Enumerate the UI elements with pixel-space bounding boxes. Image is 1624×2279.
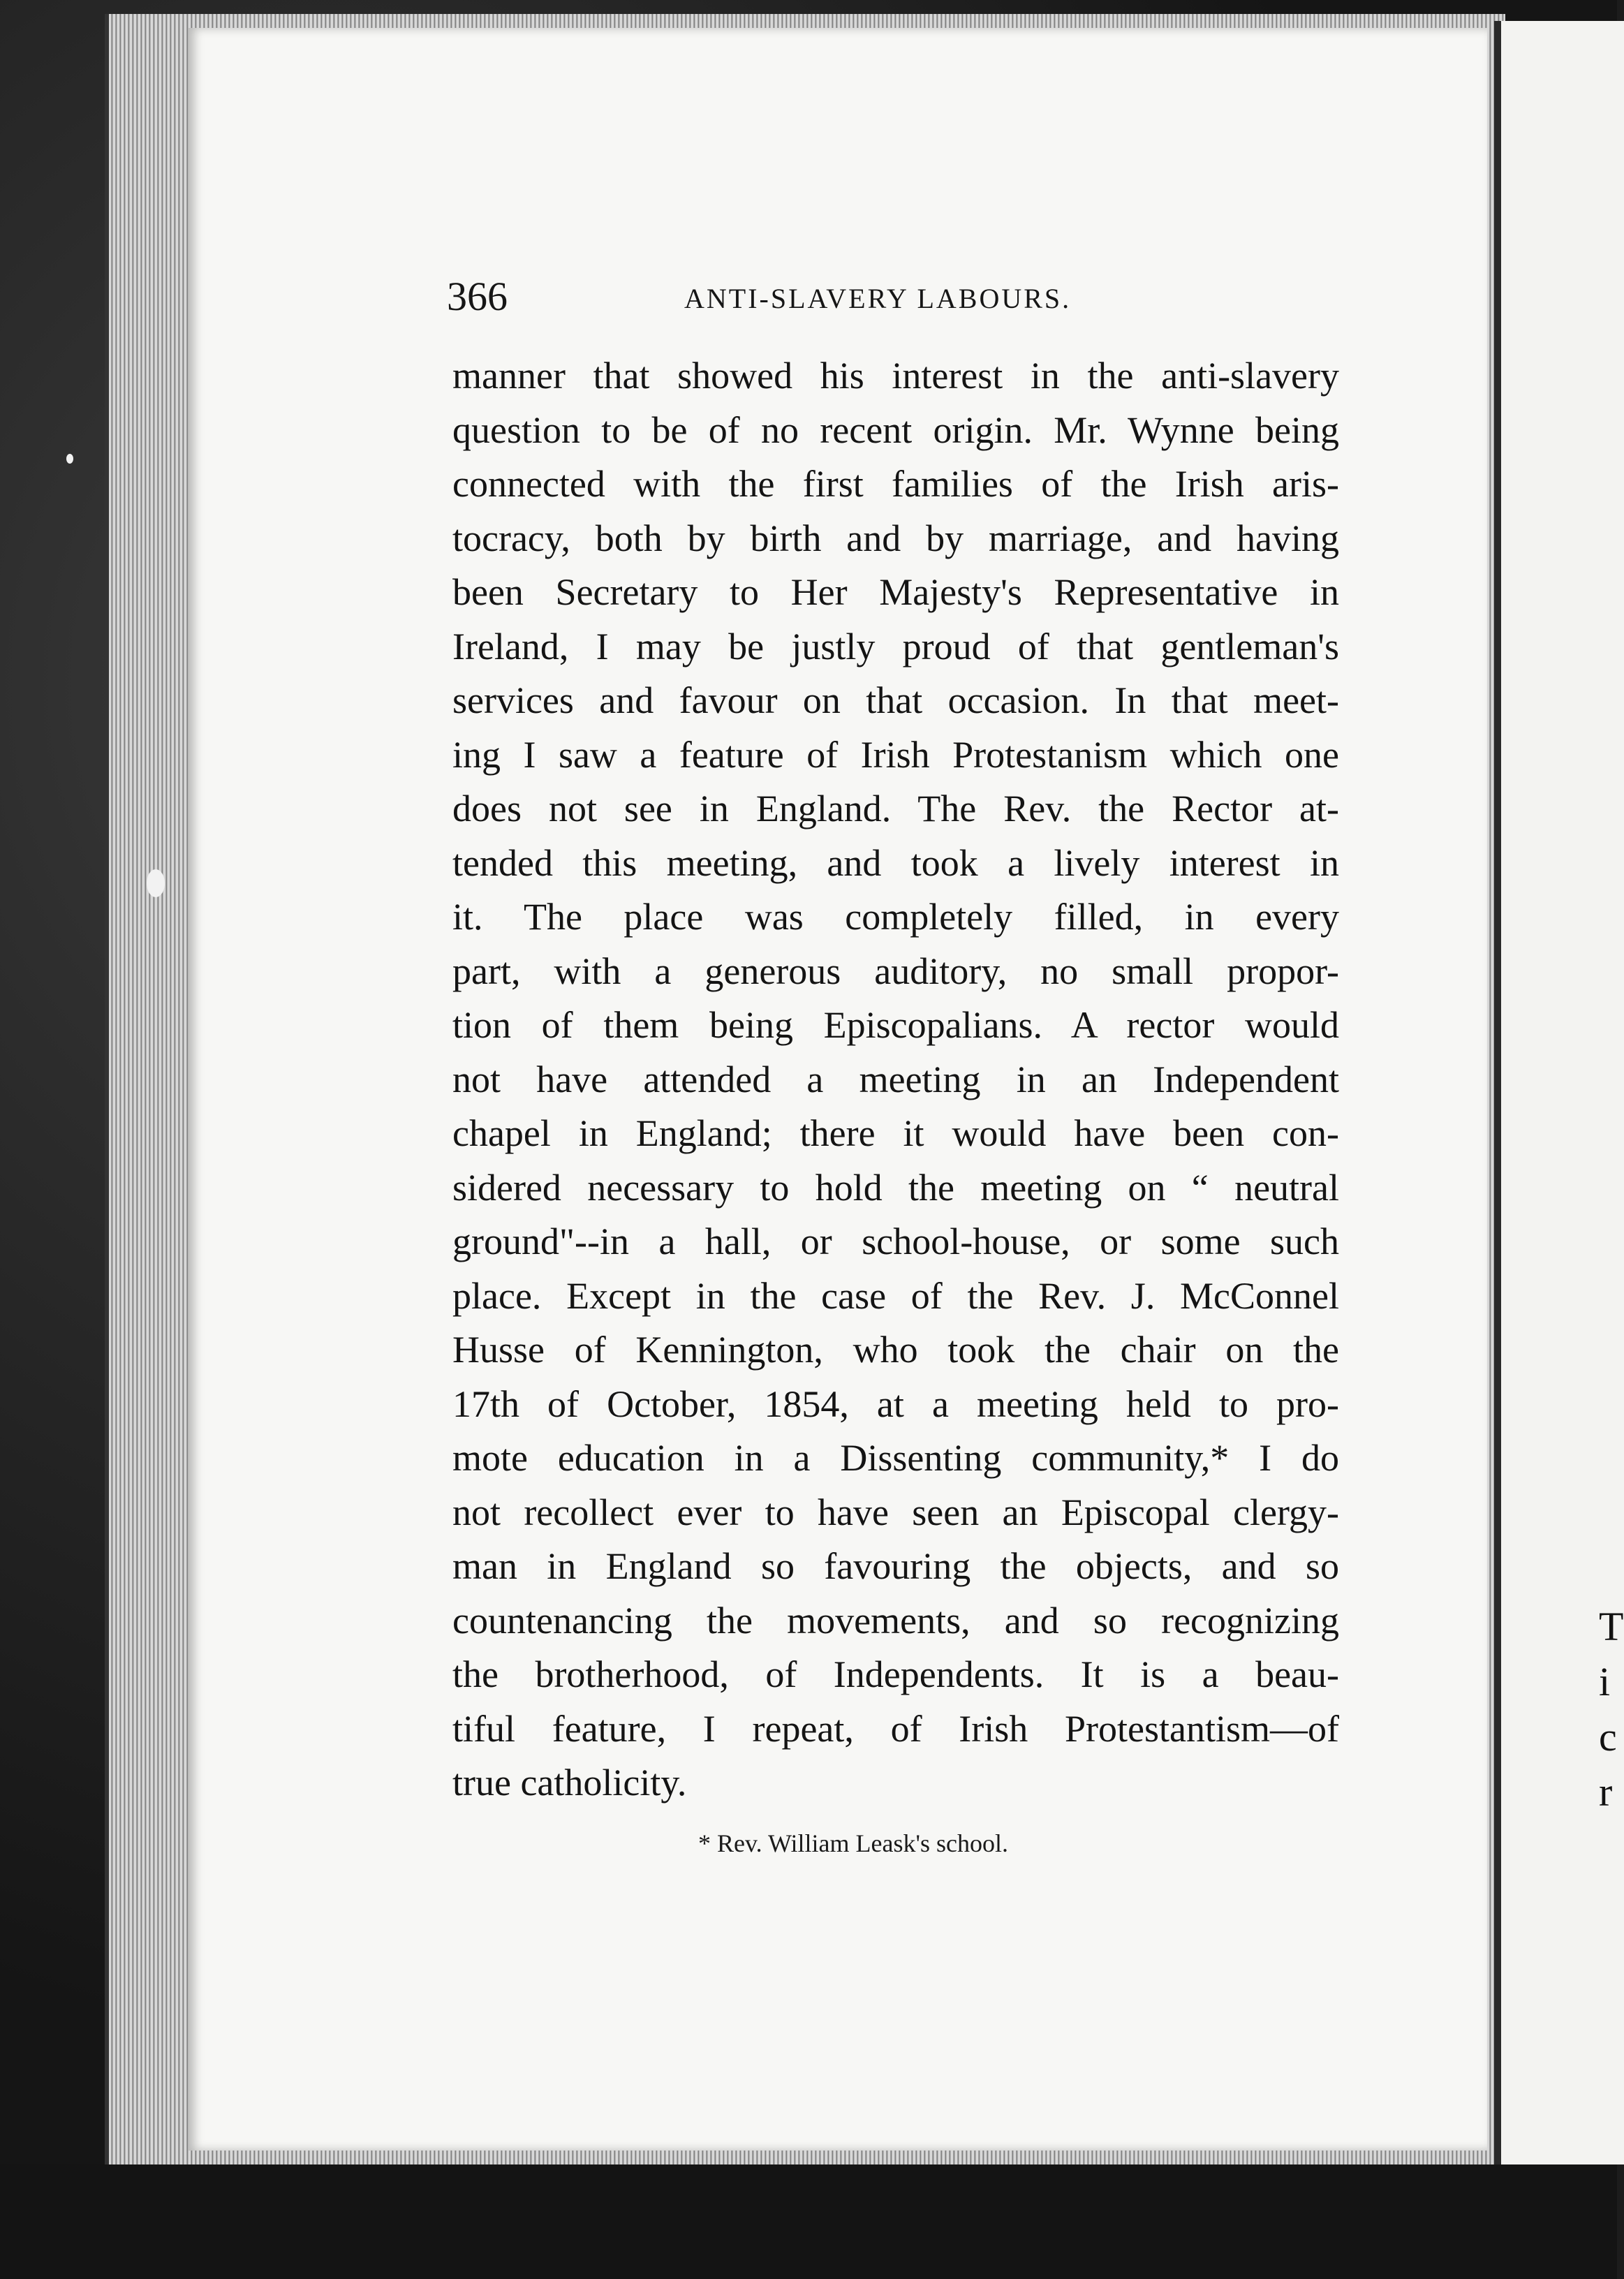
text-line: sidered necessary to hold the meeting on “ neutral	[452, 1166, 1339, 1209]
facing-page-letter: c	[1599, 1714, 1617, 1760]
text-line: Husse of Kennington, who took the chair on the	[452, 1329, 1339, 1371]
text-line: tiful feature, I repeat, of Irish Protestantism—of	[452, 1707, 1339, 1750]
text-line: mote education in a Dissenting community,* I do	[452, 1437, 1339, 1479]
text-line: question to be of no recent origin. Mr. Wynne being	[452, 408, 1339, 451]
facing-page-fragment	[1599, 1599, 1624, 1820]
text-line: man in England so favouring the objects, and so	[452, 1545, 1339, 1587]
text-line: true catholicity.	[452, 1762, 687, 1804]
text-line: does not see in England. The Rev. the Rector at-	[452, 788, 1339, 829]
text-line: tocracy, both by birth and by marriage, and having	[452, 517, 1339, 559]
text-line: it. The place was completely filled, in every	[452, 896, 1339, 938]
text-line: not have attended a meeting in an Independent	[452, 1058, 1339, 1100]
facing-page-letter: r	[1599, 1769, 1613, 1815]
text-line: the brotherhood, of Independents. It is a beau-	[452, 1653, 1339, 1695]
text-line: been Secretary to Her Majesty's Representative in	[452, 571, 1339, 613]
page-number: 366	[447, 274, 508, 319]
text-line: ground"--in a hall, or school-house, or some such	[452, 1220, 1339, 1262]
facing-page-letter: T	[1599, 1604, 1624, 1649]
text-line: part, with a generous auditory, no small propor-	[452, 950, 1339, 992]
text-line: ing I saw a feature of Irish Protestanism which one	[452, 733, 1339, 776]
facing-page-letter: i	[1599, 1659, 1611, 1704]
text-line: services and favour on that occasion. In that meet-	[452, 679, 1339, 721]
scan-bottom-border	[0, 2164, 1617, 2279]
text-line: connected with the first families of the Irish aris-	[452, 463, 1339, 505]
text-line: tion of them being Episcopalians. A rector would	[452, 1004, 1339, 1046]
body-text	[452, 349, 1339, 1810]
text-line: not recollect ever to have seen an Episcopal clergy-	[452, 1491, 1339, 1533]
running-head: ANTI-SLAVERY LABOURS.	[684, 283, 1072, 314]
text-line: 17th of October, 1854, at a meeting held to pro-	[452, 1382, 1339, 1425]
scan-speck	[147, 869, 165, 897]
scan-speck	[66, 454, 73, 464]
text-line: countenancing the movements, and so recognizing	[452, 1599, 1339, 1642]
text-line: Ireland, I may be justly proud of that gentleman's	[452, 625, 1339, 668]
text-line: place. Except in the case of the Rev. J. McConnel	[452, 1274, 1339, 1317]
text-line: tended this meeting, and took a lively interest in	[452, 841, 1339, 884]
page-header	[447, 272, 1334, 321]
footnote: * Rev. William Leask's school.	[698, 1829, 1008, 1857]
text-line: manner that showed his interest in the anti-slavery	[452, 355, 1339, 397]
text-line: chapel in England; there it would have been con-	[452, 1112, 1339, 1154]
facing-page	[1494, 21, 1624, 2164]
